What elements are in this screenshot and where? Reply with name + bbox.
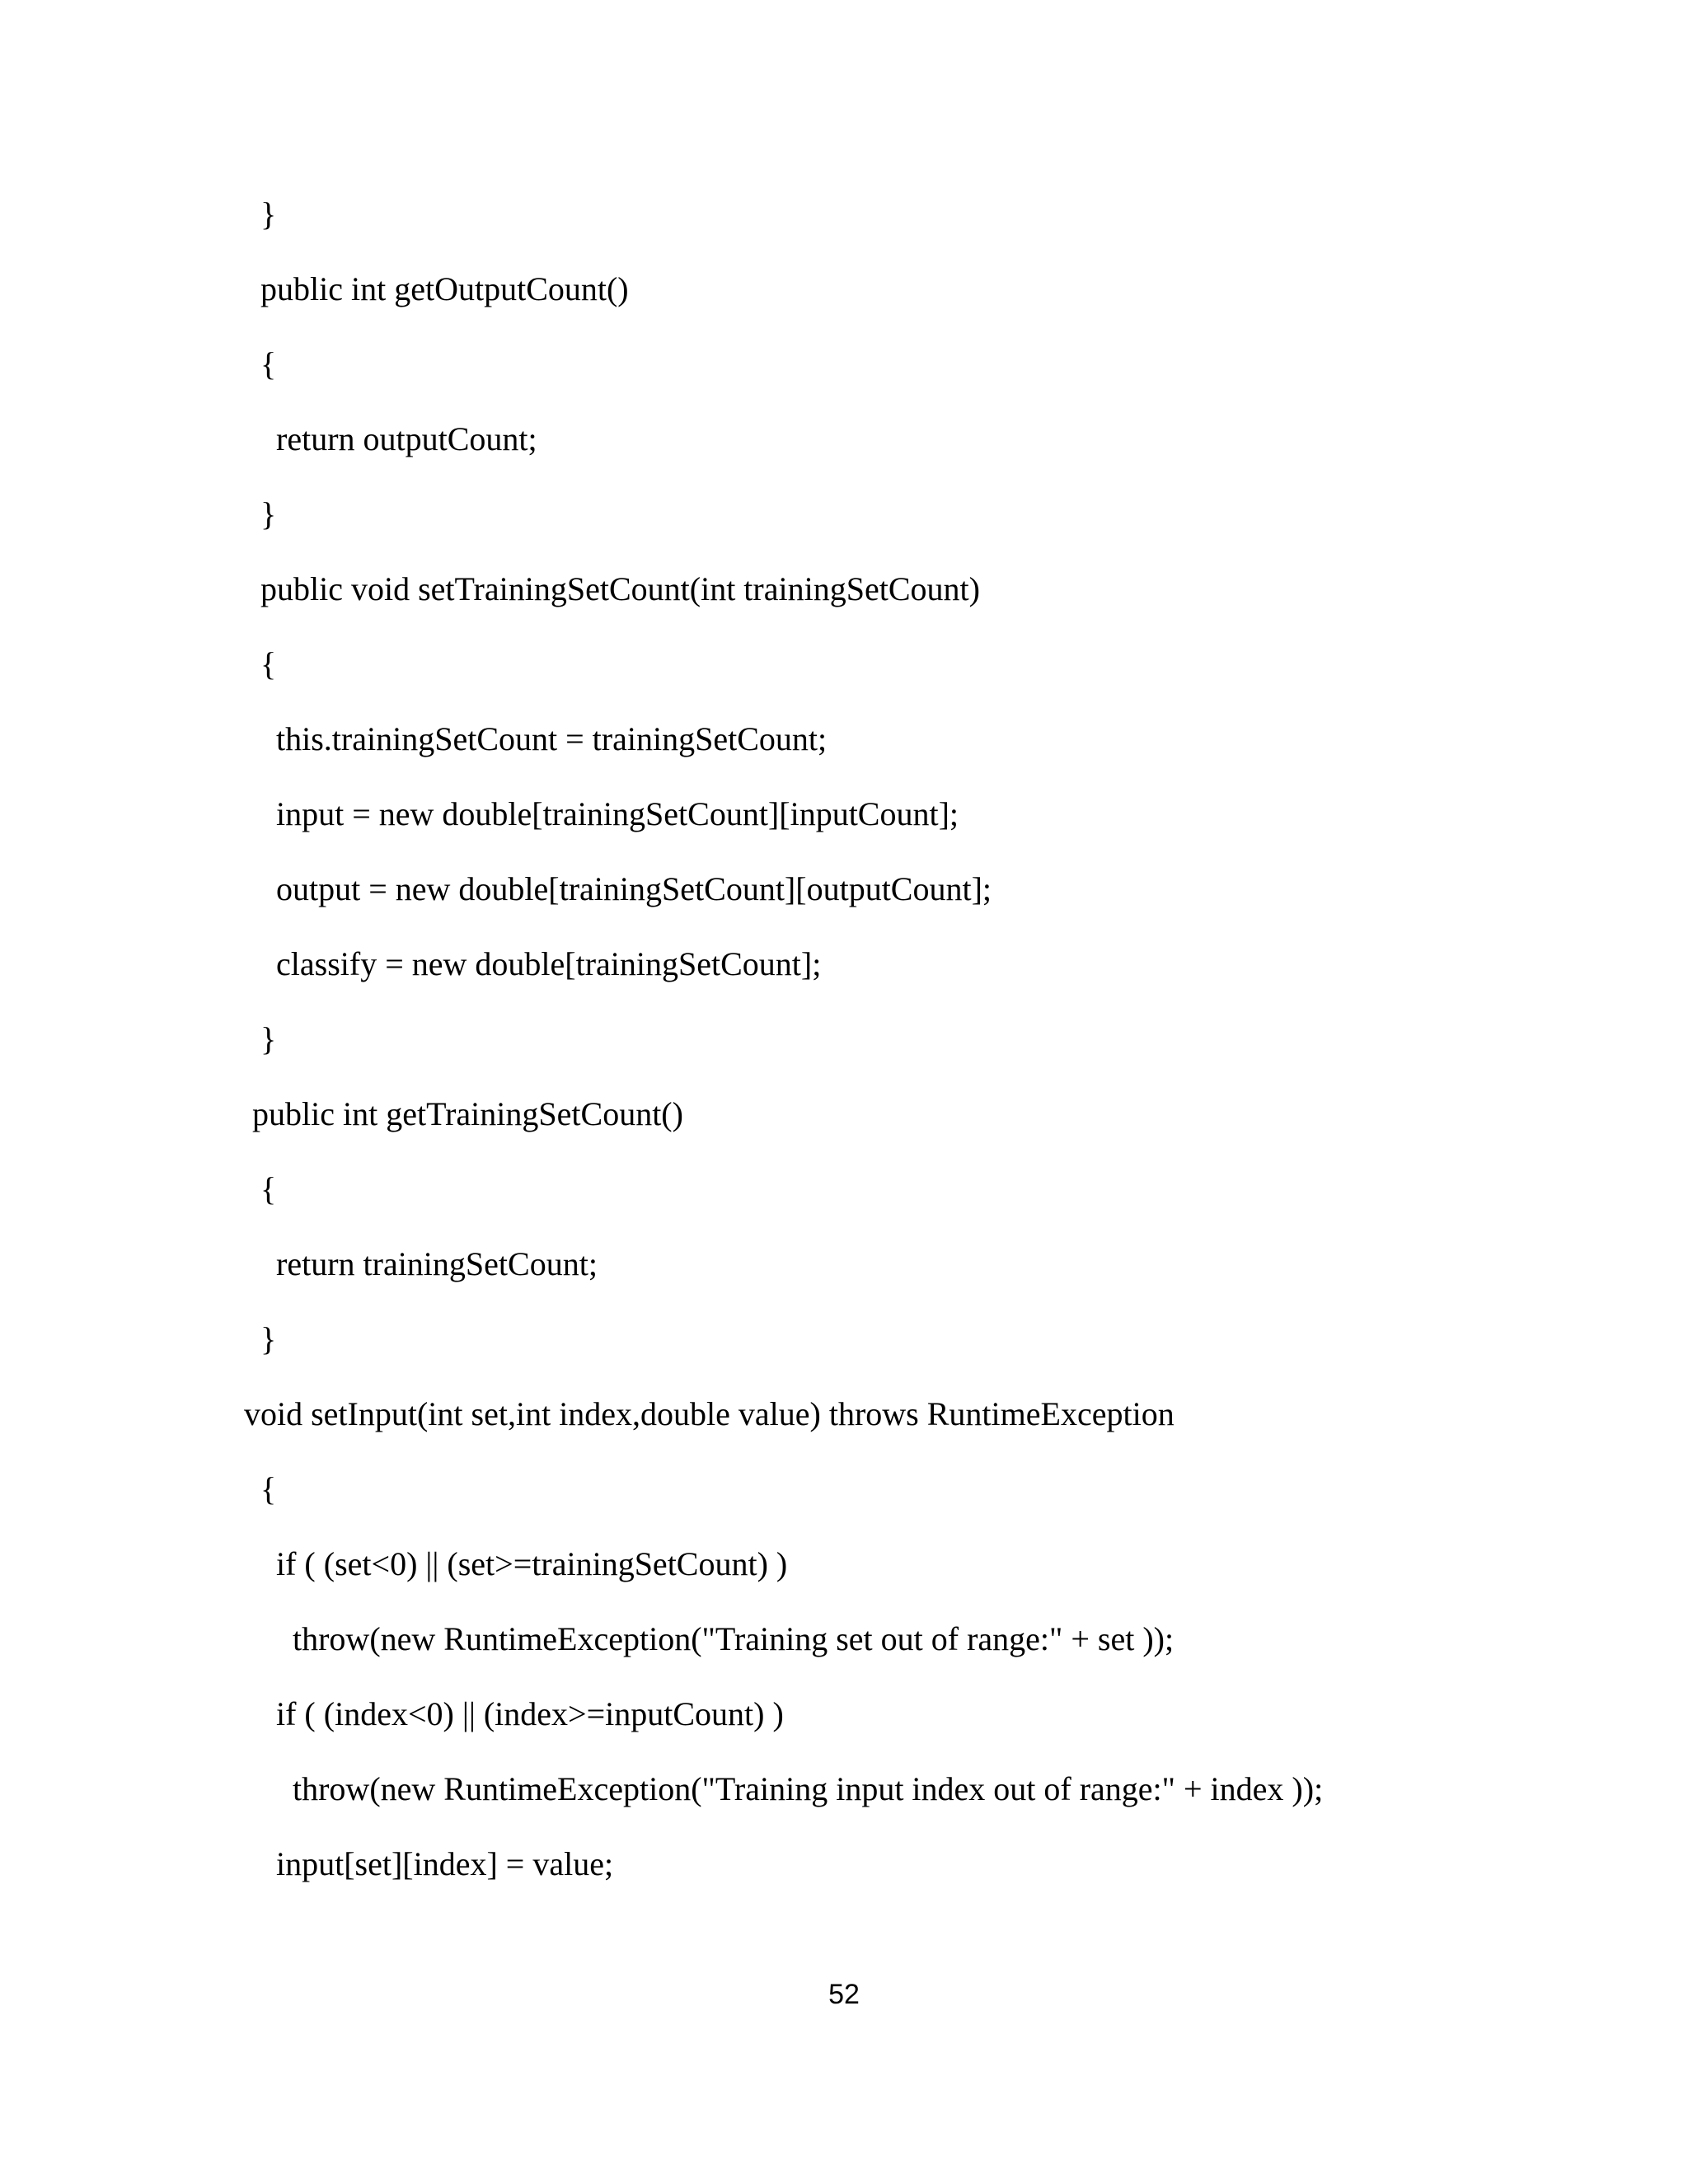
code-line: } (260, 1320, 277, 1357)
code-line: } (260, 195, 277, 232)
code-line: public void setTrainingSetCount(int trainingSetCount) (260, 570, 980, 607)
code-line: public int getTrainingSetCount() (252, 1095, 683, 1132)
code-line: classify = new double[trainingSetCount]; (276, 945, 822, 982)
code-line: } (260, 495, 277, 532)
code-line: { (260, 1170, 277, 1207)
code-line: input[set][index] = value; (276, 1845, 614, 1882)
code-line: this.trainingSetCount = trainingSetCount; (276, 720, 828, 757)
code-line: throw(new RuntimeException("Training set out of range:" + set )); (293, 1620, 1175, 1657)
page-number: 52 (828, 1979, 860, 2010)
code-line: } (260, 1020, 277, 1057)
code-line: return trainingSetCount; (276, 1245, 598, 1282)
code-line: { (260, 345, 277, 382)
code-line: throw(new RuntimeException("Training input index out of range:" + index )); (293, 1770, 1324, 1807)
code-line: input = new double[trainingSetCount][inputCount]; (276, 795, 959, 832)
code-line: { (260, 1470, 277, 1507)
code-line: void setInput(int set,int index,double value) throws RuntimeException (244, 1395, 1175, 1432)
code-line: { (260, 645, 277, 682)
code-line: if ( (set<0) || (set>=trainingSetCount) ) (276, 1545, 788, 1582)
code-line: output = new double[trainingSetCount][outputCount]; (276, 870, 992, 907)
code-line: return outputCount; (276, 420, 537, 457)
code-line: public int getOutputCount() (260, 270, 629, 307)
code-line: if ( (index<0) || (index>=inputCount) ) (276, 1695, 784, 1732)
